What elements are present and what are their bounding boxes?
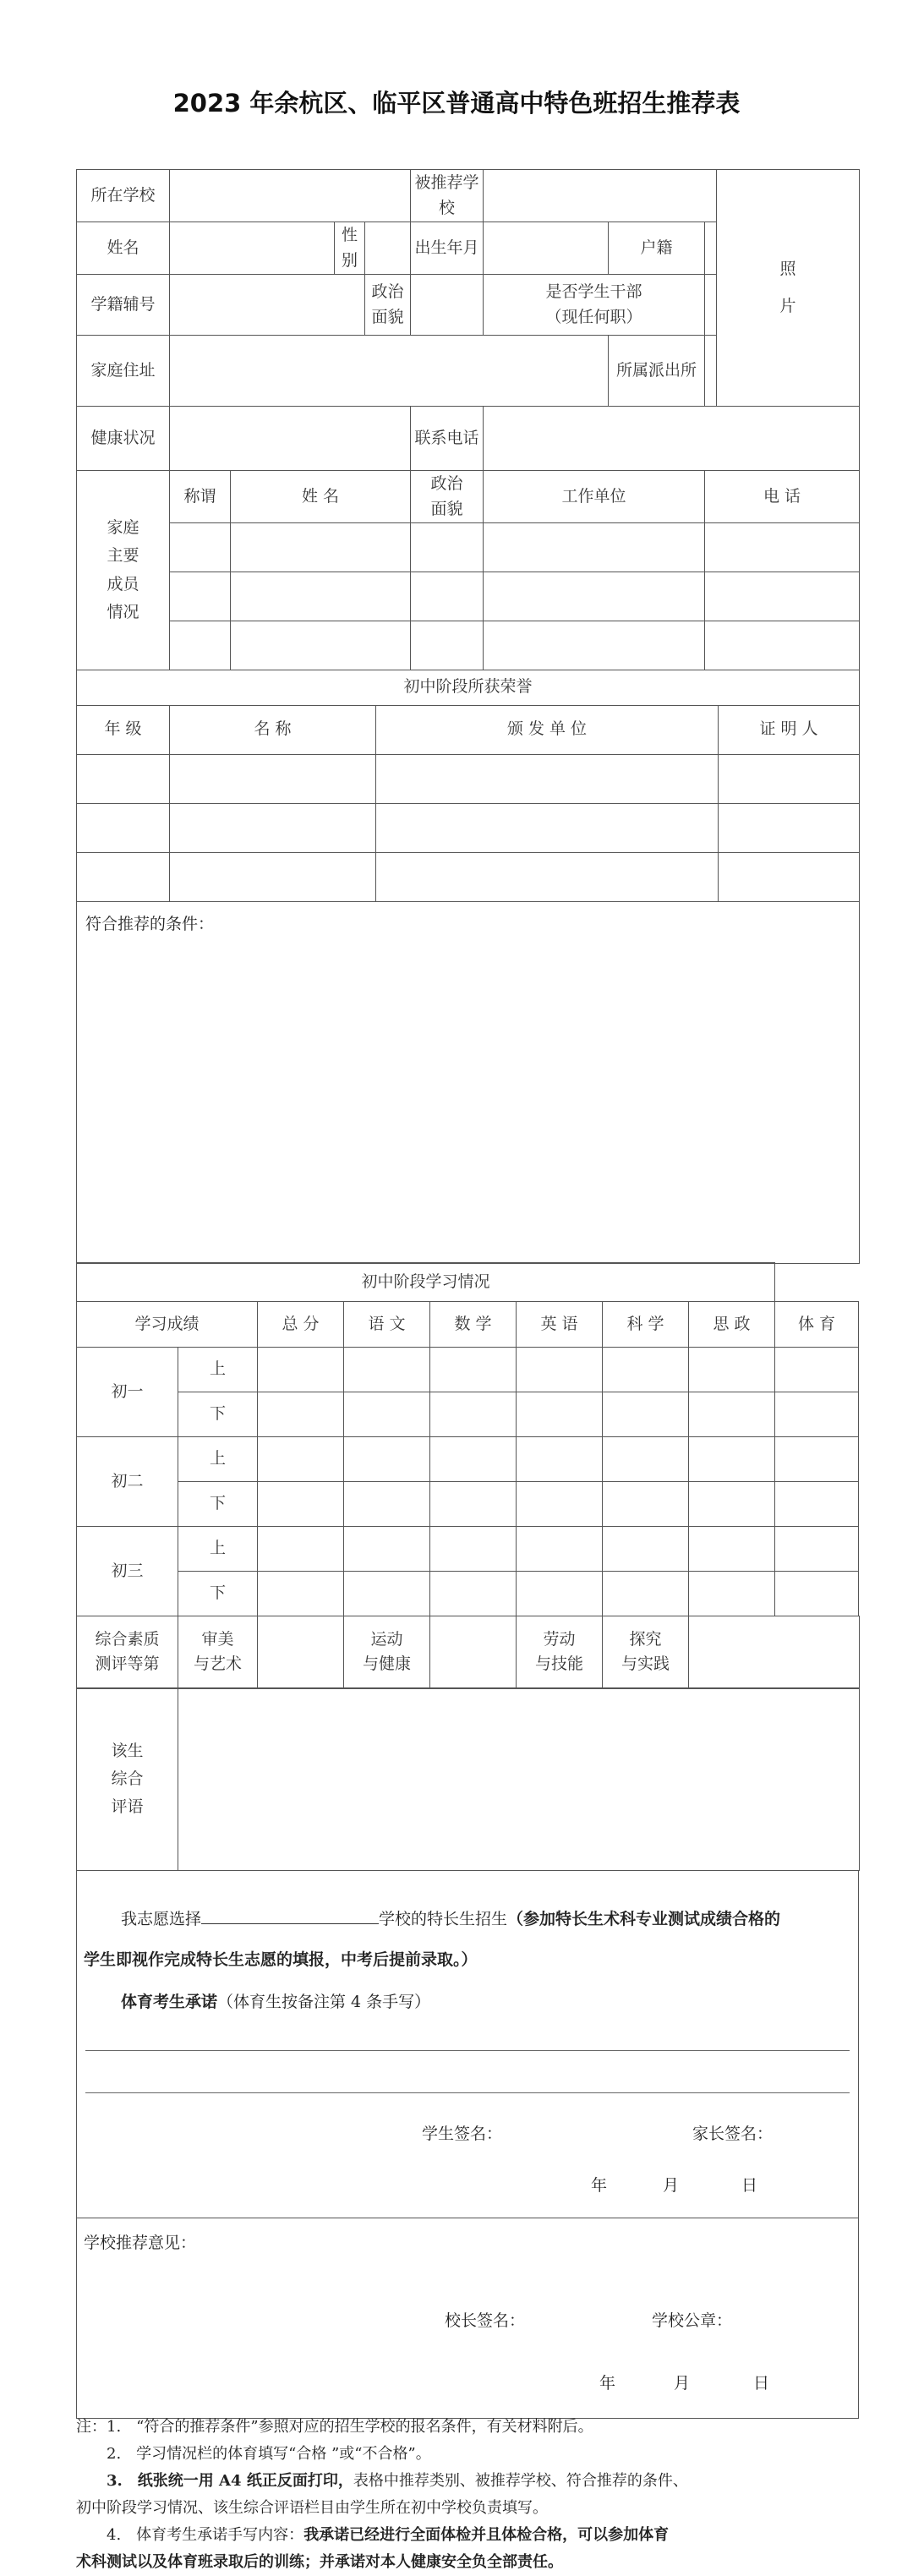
note-4-cont: 术科测试以及体育班录取后的训练；并承诺对本人健康安全负全部责任。 xyxy=(76,2553,563,2571)
score-cell[interactable] xyxy=(517,1572,603,1616)
score-cell[interactable] xyxy=(430,1437,517,1482)
score-cell[interactable] xyxy=(775,1482,859,1527)
family-cell[interactable] xyxy=(705,572,860,621)
score-cell[interactable] xyxy=(258,1527,344,1572)
honors-cell[interactable] xyxy=(170,754,376,803)
score-cell[interactable] xyxy=(517,1392,603,1437)
term-label: 上 xyxy=(178,1437,258,1482)
quality-table xyxy=(76,1616,860,1689)
cadre-label: 是否学生干部 （现任何职） xyxy=(484,275,705,336)
score-cell[interactable] xyxy=(430,1482,517,1527)
grade-7-label: 初一 xyxy=(77,1348,178,1437)
gender-label: 性别 xyxy=(335,222,365,275)
score-cell[interactable] xyxy=(430,1527,517,1572)
score-cell[interactable] xyxy=(258,1572,344,1616)
recommended-school-label: 被推荐学校 xyxy=(411,170,484,222)
score-cell[interactable] xyxy=(775,1348,859,1392)
family-header-phone: 电 话 xyxy=(705,471,860,523)
honors-cell[interactable] xyxy=(170,803,376,852)
family-cell[interactable] xyxy=(231,621,411,670)
honors-table xyxy=(76,670,860,1264)
study-header-label: 学习成绩 xyxy=(77,1302,258,1348)
quality-label: 综合素质 测评等第 xyxy=(77,1616,178,1688)
quality-explore-field[interactable] xyxy=(689,1616,860,1688)
police-station-label: 所属派出所 xyxy=(609,336,705,407)
gender-field[interactable] xyxy=(365,222,411,275)
comment-table xyxy=(76,1687,860,1871)
political-field[interactable] xyxy=(411,275,484,336)
study-section-title: 初中阶段学习情况 xyxy=(77,1263,775,1302)
pledge-month: 月 xyxy=(663,2176,680,2195)
family-cell[interactable] xyxy=(170,621,231,670)
sports-pledge-heading: 体育考生承诺（体育生按备注第 4 条手写） xyxy=(121,1993,431,2011)
honors-section-title: 初中阶段所获荣誉 xyxy=(77,670,860,705)
pledge-section xyxy=(76,1871,859,2218)
score-cell[interactable] xyxy=(689,1482,775,1527)
score-cell[interactable] xyxy=(517,1482,603,1527)
score-cell[interactable] xyxy=(775,1527,859,1572)
name-label: 姓名 xyxy=(77,222,170,275)
score-cell[interactable] xyxy=(344,1348,430,1392)
political-label: 政治面貌 xyxy=(365,275,411,336)
score-cell[interactable] xyxy=(430,1572,517,1616)
family-cell[interactable] xyxy=(484,523,705,572)
family-header-relation: 称谓 xyxy=(170,471,231,523)
score-cell[interactable] xyxy=(603,1527,689,1572)
family-header-work: 工作单位 xyxy=(484,471,705,523)
score-cell[interactable] xyxy=(775,1392,859,1437)
note-3: 3. 纸张统一用 A4 纸正反面打印，表格中推荐类别、被推荐学校、符合推荐的条件、 xyxy=(107,2472,688,2490)
note-4: 4. 体育考生承诺手写内容：我承诺已经进行全面体检并且体检合格，可以参加体育 xyxy=(107,2526,670,2544)
principal-signature-label: 校长签名： xyxy=(445,2311,526,2330)
student-id-label: 学籍辅号 xyxy=(77,275,170,336)
term-label: 上 xyxy=(178,1348,258,1392)
honors-cell[interactable] xyxy=(376,852,719,901)
score-cell[interactable] xyxy=(603,1348,689,1392)
photo-box[interactable]: 照 片 xyxy=(717,170,860,407)
score-cell[interactable] xyxy=(603,1392,689,1437)
honors-header-name: 名 称 xyxy=(170,705,376,754)
honors-header-grade: 年 级 xyxy=(77,705,170,754)
score-cell[interactable] xyxy=(258,1482,344,1527)
honors-cell[interactable] xyxy=(376,754,719,803)
quality-sports-field[interactable] xyxy=(430,1616,517,1688)
recommended-school-field[interactable] xyxy=(484,170,717,222)
score-cell[interactable] xyxy=(258,1437,344,1482)
score-cell[interactable] xyxy=(517,1437,603,1482)
term-label: 下 xyxy=(178,1482,258,1527)
honors-cell[interactable] xyxy=(77,754,170,803)
honors-cell[interactable] xyxy=(376,803,719,852)
score-cell[interactable] xyxy=(344,1572,430,1616)
school-day: 日 xyxy=(753,2374,770,2393)
honors-cell[interactable] xyxy=(719,852,860,901)
note-1: 注：1. “符合的推荐条件”参照对应的招生学校的报名条件，有关材料附后。 xyxy=(76,2418,593,2436)
page-title: 2023 年余杭区、临平区普通高中特色班招生推荐表 xyxy=(172,89,741,118)
grade-8-label: 初二 xyxy=(77,1437,178,1527)
score-cell[interactable] xyxy=(517,1348,603,1392)
score-cell[interactable] xyxy=(775,1437,859,1482)
school-month: 月 xyxy=(674,2374,691,2393)
school-seal-label: 学校公章： xyxy=(652,2311,733,2330)
subject-science: 科 学 xyxy=(603,1302,689,1348)
study-table xyxy=(76,1262,859,1616)
quality-arts-label: 审美 与艺术 xyxy=(178,1616,258,1688)
family-header-name: 姓 名 xyxy=(231,471,411,523)
cadre-field[interactable] xyxy=(705,275,717,336)
score-cell[interactable] xyxy=(603,1437,689,1482)
grade-9-label: 初三 xyxy=(77,1527,178,1616)
score-cell[interactable] xyxy=(603,1482,689,1527)
honors-cell[interactable] xyxy=(77,852,170,901)
hukou-label: 户籍 xyxy=(609,222,705,275)
family-cell[interactable] xyxy=(411,572,484,621)
family-cell[interactable] xyxy=(411,523,484,572)
score-cell[interactable] xyxy=(689,1527,775,1572)
student-id-field[interactable] xyxy=(170,275,365,336)
family-label: 家庭 主要 成员 情况 xyxy=(77,471,170,670)
health-field[interactable] xyxy=(170,407,411,471)
conditions-label: 符合推荐的条件： xyxy=(85,914,215,933)
conditions-field[interactable] xyxy=(77,901,860,1263)
comment-label: 该生 综合 评语 xyxy=(77,1688,178,1871)
recommendation-form xyxy=(76,169,859,2419)
school-label: 所在学校 xyxy=(77,170,170,222)
family-cell[interactable] xyxy=(231,523,411,572)
score-cell[interactable] xyxy=(689,1437,775,1482)
honors-cell[interactable] xyxy=(77,803,170,852)
school-year: 年 xyxy=(599,2374,616,2393)
score-cell[interactable] xyxy=(517,1527,603,1572)
score-cell[interactable] xyxy=(344,1482,430,1527)
student-signature-label: 学生签名： xyxy=(422,2125,503,2143)
honors-header-witness: 证 明 人 xyxy=(719,705,860,754)
score-cell[interactable] xyxy=(775,1572,859,1616)
score-cell[interactable] xyxy=(258,1348,344,1392)
subject-pe: 体 育 xyxy=(775,1302,859,1348)
handwrite-line-2[interactable] xyxy=(85,2092,850,2093)
family-cell[interactable] xyxy=(411,621,484,670)
subject-english: 英 语 xyxy=(517,1302,603,1348)
quality-labor-label: 劳动 与技能 xyxy=(517,1616,603,1688)
subject-chinese: 语 文 xyxy=(344,1302,430,1348)
score-cell[interactable] xyxy=(430,1392,517,1437)
phone-field[interactable] xyxy=(484,407,860,471)
address-field[interactable] xyxy=(170,336,609,407)
birth-label: 出生年月 xyxy=(411,222,484,275)
family-cell[interactable] xyxy=(484,621,705,670)
family-cell[interactable] xyxy=(170,572,231,621)
score-cell[interactable] xyxy=(344,1392,430,1437)
handwrite-line-1[interactable] xyxy=(85,2050,850,2051)
notes-section xyxy=(76,2414,862,2576)
score-cell[interactable] xyxy=(603,1572,689,1616)
choice-school-blank[interactable] xyxy=(201,1908,379,1924)
note-3-cont: 初中阶段学习情况、该生综合评语栏目由学生所在初中学校负责填写。 xyxy=(76,2499,548,2517)
basic-info-table xyxy=(76,169,860,670)
term-label: 下 xyxy=(178,1392,258,1437)
family-cell[interactable] xyxy=(705,621,860,670)
school-opinion-label: 学校推荐意见： xyxy=(84,2234,197,2252)
honors-cell[interactable] xyxy=(719,803,860,852)
address-label: 家庭住址 xyxy=(77,336,170,407)
honors-cell[interactable] xyxy=(719,754,860,803)
subject-math: 数 学 xyxy=(430,1302,517,1348)
honors-cell[interactable] xyxy=(170,852,376,901)
school-field[interactable] xyxy=(170,170,411,222)
police-station-field[interactable] xyxy=(705,336,717,407)
pledge-day: 日 xyxy=(741,2176,758,2195)
choice-note-line: 学生即视作完成特长生志愿的填报，中考后提前录取。） xyxy=(84,1950,478,1969)
score-cell[interactable] xyxy=(689,1572,775,1616)
score-cell[interactable] xyxy=(344,1527,430,1572)
term-label: 上 xyxy=(178,1527,258,1572)
term-label: 下 xyxy=(178,1572,258,1616)
family-header-political: 政治 面貌 xyxy=(411,471,484,523)
family-cell[interactable] xyxy=(231,572,411,621)
family-cell[interactable] xyxy=(484,572,705,621)
choice-line: 我志愿选择 学校的特长生招生（参加特长生术科专业测试成绩合格的 xyxy=(121,1910,781,1928)
name-field[interactable] xyxy=(170,222,335,275)
score-cell[interactable] xyxy=(689,1392,775,1437)
score-cell[interactable] xyxy=(430,1348,517,1392)
subject-total: 总 分 xyxy=(258,1302,344,1348)
family-cell[interactable] xyxy=(170,523,231,572)
comment-field[interactable] xyxy=(178,1688,860,1871)
subject-politics: 思 政 xyxy=(689,1302,775,1348)
honors-header-issuer: 颁 发 单 位 xyxy=(376,705,719,754)
score-cell[interactable] xyxy=(344,1437,430,1482)
quality-explore-label: 探究 与实践 xyxy=(603,1616,689,1688)
quality-sports-label: 运动 与健康 xyxy=(344,1616,430,1688)
birth-field[interactable] xyxy=(484,222,609,275)
health-label: 健康状况 xyxy=(77,407,170,471)
score-cell[interactable] xyxy=(258,1392,344,1437)
parent-signature-label: 家长签名： xyxy=(692,2125,774,2143)
quality-arts-field[interactable] xyxy=(258,1616,344,1688)
phone-label: 联系电话 xyxy=(411,407,484,471)
family-cell[interactable] xyxy=(705,523,860,572)
school-opinion-section[interactable] xyxy=(76,2218,859,2419)
note-2: 2. 学习情况栏的体育填写“合格 ”或“不合格”。 xyxy=(107,2445,431,2463)
pledge-year: 年 xyxy=(591,2176,608,2195)
hukou-field[interactable] xyxy=(705,222,717,275)
score-cell[interactable] xyxy=(689,1348,775,1392)
